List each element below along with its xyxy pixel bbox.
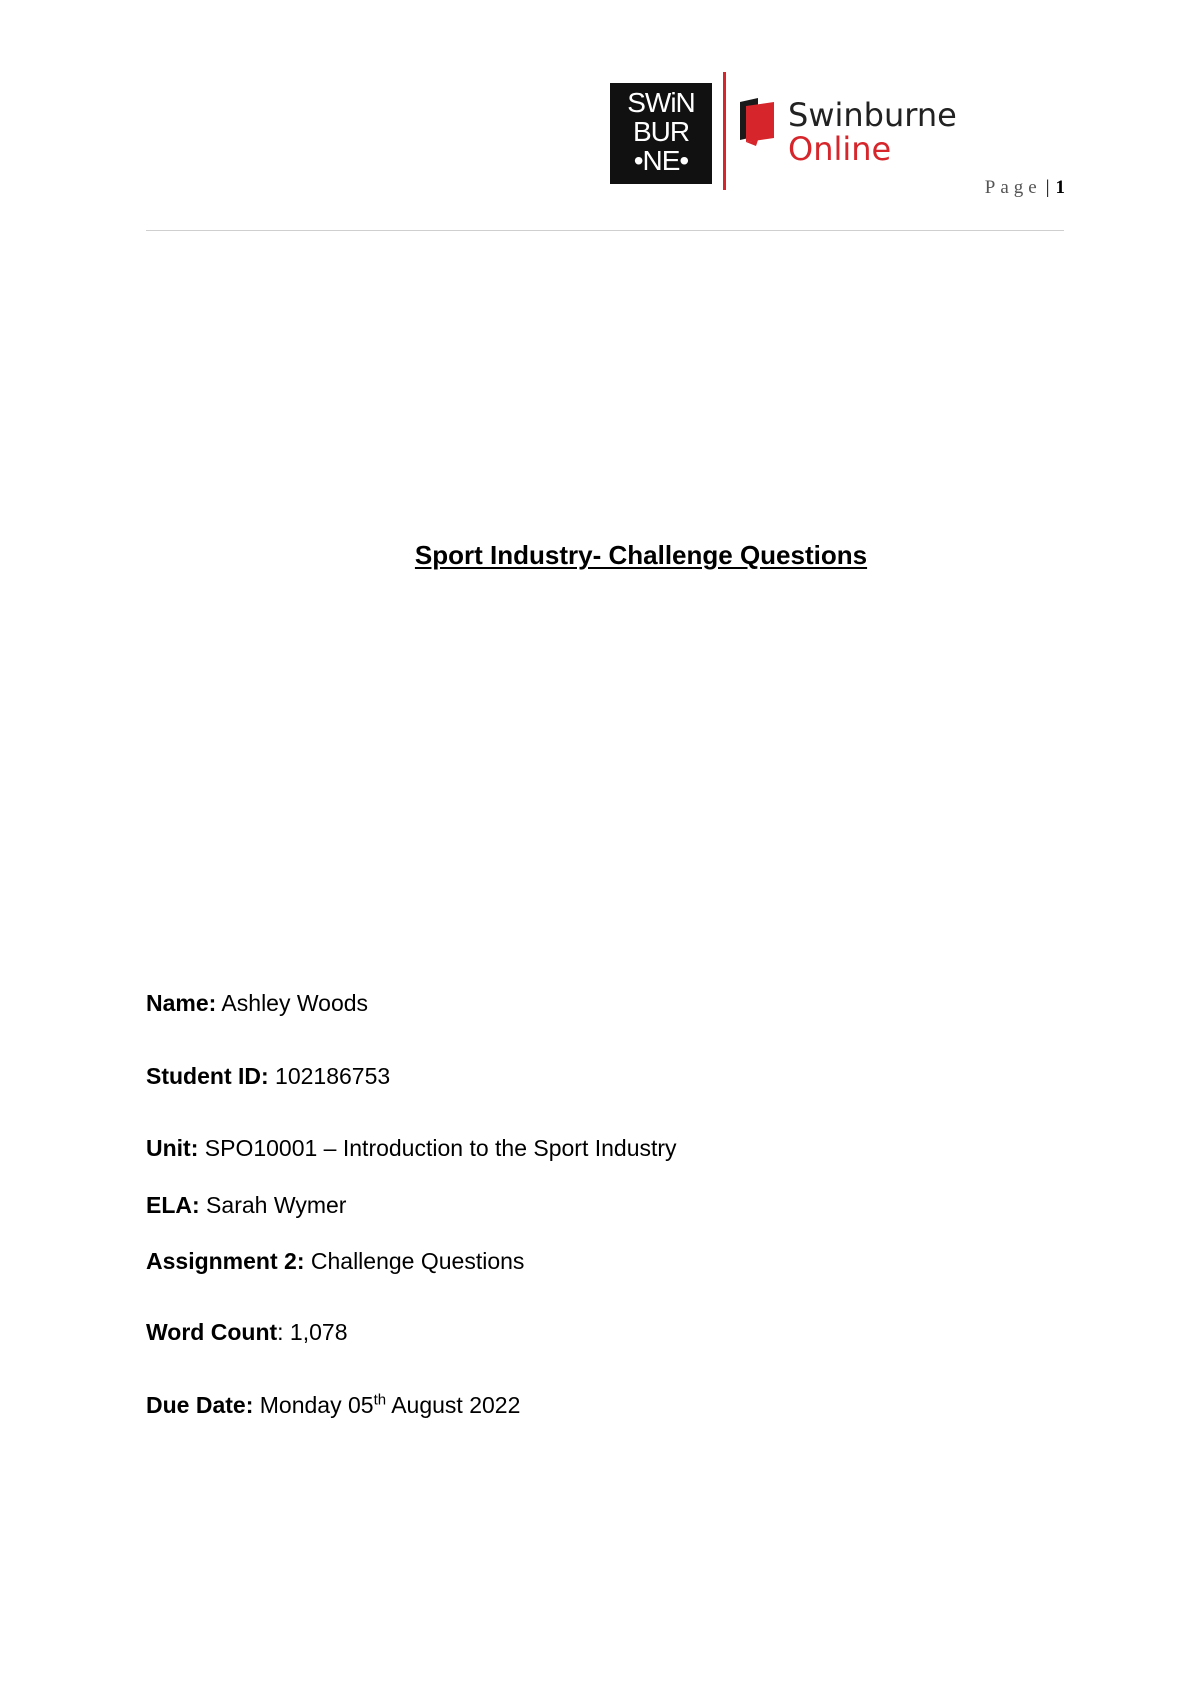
detail-assignment-value: Challenge Questions xyxy=(304,1248,525,1274)
logo-line-2: BUR xyxy=(632,116,690,147)
page-number-label xyxy=(985,177,1065,199)
detail-name-value: Ashley Woods xyxy=(216,990,369,1016)
brand-name: Swinburne xyxy=(788,96,957,134)
detail-due-date-value-post: August 2022 xyxy=(386,1392,521,1418)
detail-ela xyxy=(146,1192,346,1219)
logo-line-1: SWiN xyxy=(627,87,695,118)
logo-line-3: •NE• xyxy=(633,145,689,176)
detail-student-id xyxy=(146,1063,390,1090)
detail-due-date xyxy=(146,1392,520,1419)
header-rule xyxy=(146,230,1064,231)
detail-assignment-label: Assignment 2: xyxy=(146,1248,305,1274)
page-word: Page xyxy=(984,177,1042,198)
detail-student-id-label: Student ID: xyxy=(146,1063,269,1089)
detail-name xyxy=(146,990,368,1017)
detail-assignment xyxy=(146,1248,524,1275)
logo-divider xyxy=(723,72,726,190)
detail-ela-label: ELA: xyxy=(146,1192,200,1218)
page-number: 1 xyxy=(1055,177,1065,198)
detail-unit-label: Unit: xyxy=(146,1135,199,1161)
detail-word-count-value: : 1,078 xyxy=(277,1319,348,1345)
detail-ela-value: Sarah Wymer xyxy=(199,1192,347,1218)
book-icon xyxy=(736,96,778,148)
detail-word-count-label: Word Count xyxy=(146,1319,278,1345)
detail-word-count xyxy=(146,1319,348,1346)
swinburne-logo-box xyxy=(610,83,712,184)
document-title: Sport Industry- Challenge Questions xyxy=(414,540,868,570)
detail-unit-value: SPO10001 – Introduction to the Sport Industry xyxy=(198,1135,677,1161)
detail-name-label: Name: xyxy=(146,990,217,1016)
page-separator: | xyxy=(1045,177,1050,198)
swinburne-online-logo xyxy=(610,72,970,197)
detail-unit xyxy=(146,1135,677,1162)
detail-due-date-label: Due Date: xyxy=(146,1392,254,1418)
brand-sub: Online xyxy=(788,130,892,168)
detail-student-id-value: 102186753 xyxy=(268,1063,391,1089)
detail-due-date-ordinal: th xyxy=(373,1391,387,1409)
detail-due-date-value-pre: Monday 05 xyxy=(253,1392,374,1418)
